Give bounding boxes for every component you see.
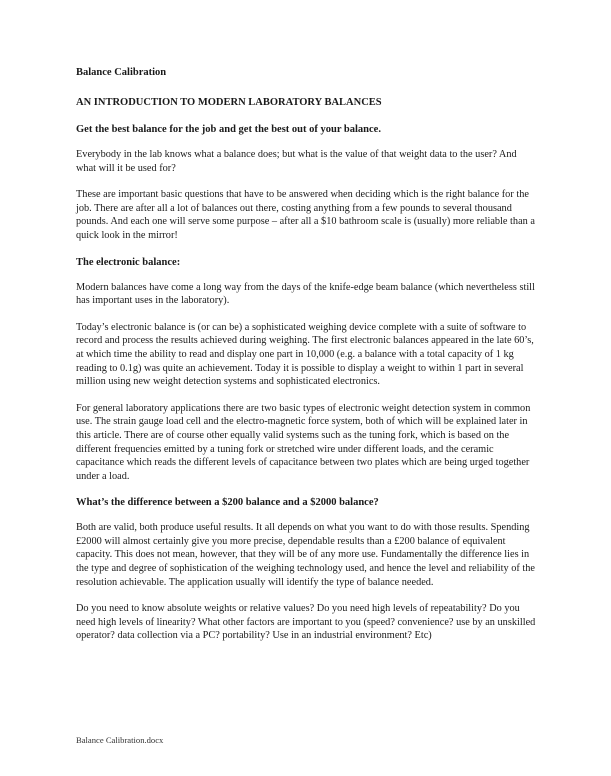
paragraph-questions-list: Do you need to know absolute weights or relative values? Do you need high levels of repeatability? Do you need high levels of linearity? What other factors are important to you (speed? convenience? use by an unskilled operator? data collection via a PC? portability? Use in an industrial environment? Etc) [76,603,536,642]
document-title: Balance Calibration [76,67,167,78]
paragraph-detection-systems: For general laboratory applications there are two basic types of electronic weight detection system in common use. The strain gauge load cell and the electro-magnetic force system, both of which will be explained later in this article. There are of course other equally valid systems such as the tuning fork, which is based on the different frequencies emitted by a tuning fork or stretched wire under different loads, and the ceramic capacitance which reads the different levels of capacitance between two plates which are being urged together under a load. [76,402,531,482]
paragraph-both-valid: Both are valid, both produce useful results. It all depends on what you want to do with those results. Spending £2000 will almost certainly give you more precise, dependable results than a £200 balance of equivalent capacity. This does not mean, however, that they will be of any more use. Fundamentally the difference lies in the type and degree of sophistication of the weighing technology used, and hence the level and reliability of the resolution achievable. The application usually will identify the type of balance needed. [76,522,535,588]
document-page [76,66,538,656]
paragraph-basic-questions: These are important basic questions that have to be answered when deciding which is the right balance for the job. There are after all a lot of balances out there, costing anything from a few pounds to several thousand pounds. And each one will serve some purpose – after all a $10 bathroom scale is (usually) more reliable than a quick look in the mirror! [76,189,535,241]
paragraph-modern-balances: Modern balances have come a long way from the days of the knife-edge beam balance (which nevertheless still has important uses in the laboratory). [76,281,535,307]
subheading-best-balance: Get the best balance for the job and get the best out of your balance. [76,124,381,135]
subheading-price-difference: What’s the difference between a $200 balance and a $2000 balance? [76,497,379,509]
paragraph-todays-balance: Today’s electronic balance is (or can be) a sophisticated weighing device complete with a suite of software to record and process the results achieved during weighing. The first electronic balances appeared in the late 60’s, at which time the ability to read and display one part in 10,000 (e.g. a balance with a total capacity of 1 kg reading to 0.1g) was quite an achievement. Today it is possible to display a weight to within 1 part in several million using new weight detection systems and sophisticated electronics. [76,321,534,388]
paragraph-value-of-weight-data: Everybody in the lab knows what a balance does; but what is the value of that weight data to the user? And what will it be used for? [76,149,517,174]
subheading-electronic-balance: The electronic balance: [76,256,181,268]
page-footer-filename: Balance Calibration.docx [76,735,164,745]
section-title: AN INTRODUCTION TO MODERN LABORATORY BALANCES [76,97,382,108]
